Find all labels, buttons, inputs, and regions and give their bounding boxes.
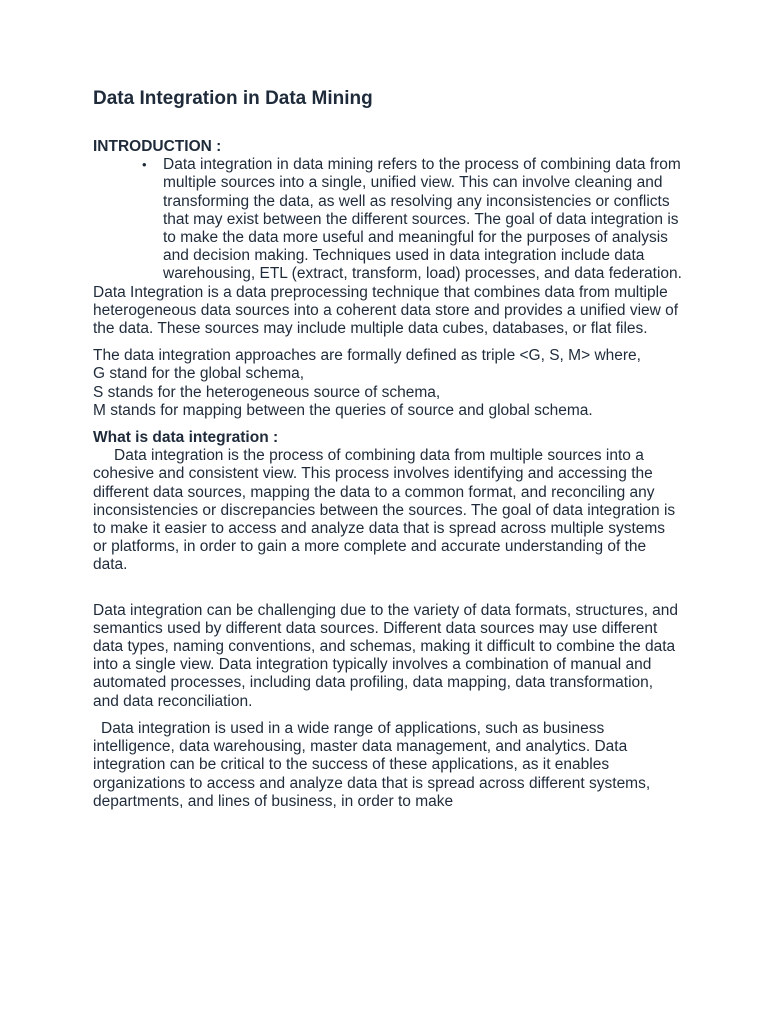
- document-page: [93, 86, 683, 811]
- list-item: [142, 156, 683, 283]
- approaches-line: The data integration approaches are formally defined as triple <G, S, M> where,: [93, 347, 641, 365]
- what-is-paragraph: Data integration is the process of combining data from multiple sources into a cohesive and consistent view. This process involves identifying and accessing the different data sources, mapping the data to a common format, and reconciling any inconsistencies or discrepancies between the sources. The goal of data integration is to make it easier to access and analyze data that is spread across multiple systems or platforms, in order to gain a more complete and accurate understanding of the data.: [93, 447, 676, 574]
- challenges-paragraph: Data integration can be challenging due to the variety of data formats, structures, and semantics used by different data sources. Different data sources may use different data types, naming conventions, and schemas, making it difficult to combine the data into a single view. Data integration typically involves a combination of manual and automated processes, including data profiling, data mapping, data transformation, and data reconciliation.: [93, 601, 679, 710]
- what-is-heading: What is data integration :: [93, 429, 279, 447]
- bullet-icon: •: [142, 157, 147, 173]
- definition-paragraph: Data Integration is a data preprocessing technique that combines data from multiple heterogeneous data sources into a coherent data store and provides a unified view of the data. These sources may include multiple data cubes, databases, or flat files.: [93, 283, 679, 338]
- introduction-heading: INTRODUCTION :: [93, 138, 222, 155]
- applications-paragraph: Data integration is used in a wide range of applications, such as business intelligence, data warehousing, master data management, and analytics. Data integration can be critical to the success of these applications, as it enables organizations to access and analyze data that is spread across different systems, departments, and lines of business, in order to make: [93, 719, 651, 810]
- approaches-paragraph: [93, 347, 683, 420]
- document-title: Data Integration in Data Mining: [93, 88, 373, 109]
- approaches-line: G stand for the global schema,: [93, 365, 305, 383]
- approaches-line: S stands for the heterogeneous source of schema,: [93, 383, 441, 401]
- list-item-text: Data integration in data mining refers to the process of combining data from multiple sources into a single, unified view. This can involve cleaning and transforming the data, as well as resolving any inconsistencies or conflicts that may exist between the different sources. The goal of data integration is to make the data more useful and meaningful for the purposes of analysis and decision making. Techniques used in data integration include data warehousing, ETL (extract, transform, load) processes, and data federation.: [163, 156, 682, 283]
- approaches-line: M stands for mapping between the queries of source and global schema.: [93, 401, 593, 419]
- introduction-list: [93, 156, 683, 283]
